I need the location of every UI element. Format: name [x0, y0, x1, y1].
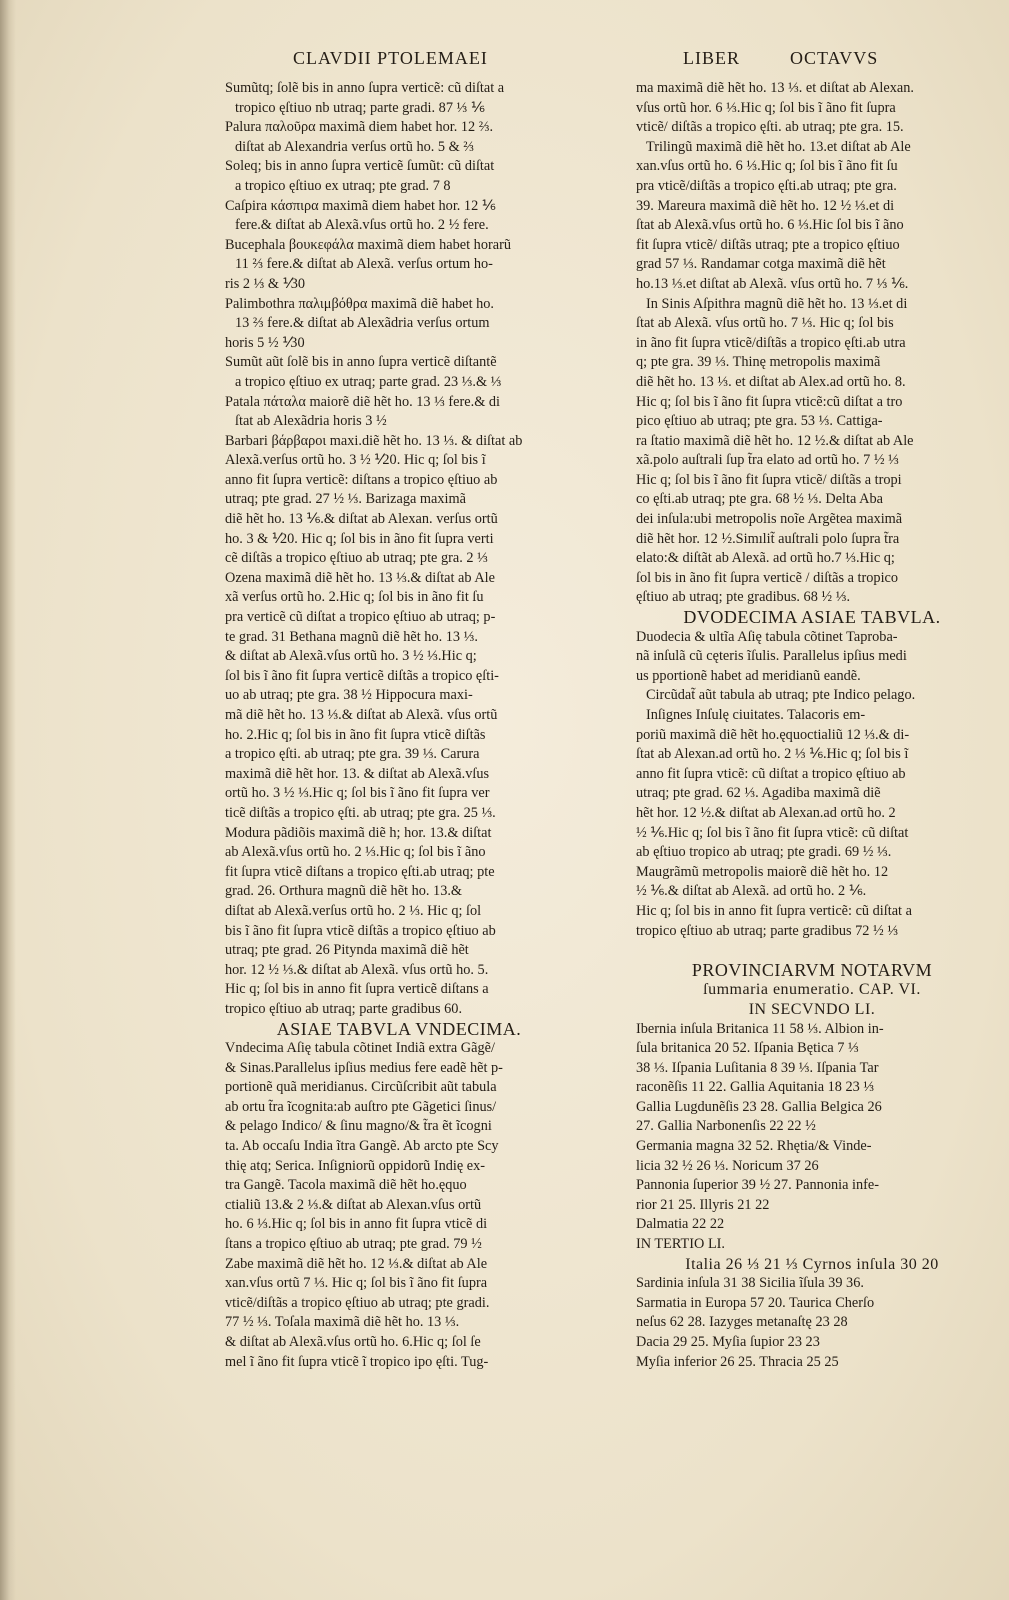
text-line: tropico ęſtiuo ab utraq; parte gradibus 72 ½ ⅓ [636, 922, 899, 939]
text-line: pra vticẽ/diſtãs a tropico ęſti.ab utraq; pte gra. [636, 177, 897, 194]
text-line: diſtat ab Alexã.verſus ortũ ho. 2 ⅓. Hic q; ſol [225, 902, 482, 919]
text-line: bis ĩ ãno fit ſupra vticẽ diſtãs a tropico ęſtiuo ab [225, 922, 496, 939]
text-line: diſtat ab Alexandria verſus ortũ ho. 5 & ⅔ [235, 138, 475, 155]
text-line: mã diẽ hẽt ho. 13 ⅓.& diſtat ab Alexã. vſus ortũ [225, 707, 498, 723]
text-line: Palimbothra παλιμβόθρα maximã diẽ habet ho. [225, 295, 494, 312]
text-line: & Sinas.Parallelus ipſius medius fere eadẽ hẽt p‑ [225, 1059, 503, 1076]
text-line: elato:& diſtãt ab Alexã. ad ortũ ho.7 ⅓.Hic q; [636, 550, 895, 567]
text-line: ſtat ab Alexãdria horis 3 ½ [235, 413, 387, 430]
text-line: Caſpira κάσπιρα maximã diem habet hor. 12 ⅙ [225, 197, 496, 214]
text-line: ab Alexã.vſus ortũ ho. 2 ⅓.Hic q; ſol bis ĩ ãno [225, 844, 486, 861]
text-line: Alexã.verſus ortũ ho. 3 ½ ⅟20. Hic q; ſol bis ĩ [225, 452, 486, 469]
text-line: Inſignes Inſulę ciuitates. Talacoris em‑ [646, 707, 866, 723]
text-line: tropico ęſtiuo ab utraq; parte gradibus 60. [225, 1000, 463, 1017]
page-spine-shadow [0, 0, 16, 1600]
text-line: uo ab utraq; pte gra. 38 ½ Hippocura maxi‑ [225, 687, 473, 704]
text-line: Gallia Lugdunẽſis 23 28. Gallia Belgica 26 [636, 1098, 882, 1115]
text-line: ma maximã diẽ hẽt ho. 13 ⅓. et diſtat ab Alexan. [636, 80, 914, 96]
running-head-octavus: OCTAVVS [790, 48, 879, 68]
text-line: pico ęſtiuo ab utraq; pte gra. 53 ⅓. Cattiga‑ [636, 413, 883, 430]
text-line: Myſia inferior 26 25. Thracia 25 25 [636, 1353, 839, 1370]
text-line: xan.vſus ortũ 7 ⅓. Hic q; ſol bis ĩ ãno fit ſupra [225, 1275, 488, 1292]
text-line: raconẽſis 11 22. Gallia Aquitania 18 23 ⅓ [636, 1079, 875, 1096]
text-line: ſtans a tropico ęſtiuo ab utraq; pte grad. 79 ½ [225, 1236, 482, 1253]
section-heading: ſummaria enumeratio. CAP. VI. [703, 981, 921, 999]
text-line: & diſtat ab Alexã.vſus ortũ ho. 3 ½ ⅓.Hic q; [225, 648, 477, 665]
text-line: ris 2 ⅓ & ⅟30 [225, 275, 306, 292]
text-line: Sarmatia in Europa 57 20. Taurica Cherſo [636, 1294, 875, 1311]
text-line: licia 32 ½ 26 ⅓. Noricum 37 26 [636, 1157, 819, 1174]
text-line: ab ęſtiuo tropico ab utraq; pte gradi. 69 ½ ⅓. [636, 844, 892, 861]
text-line: ortũ ho. 3 ½ ⅓.Hic q; ſol bis ĩ ãno fit ſupra ver [225, 785, 490, 802]
text-line: 11 ⅔ fere.& diſtat ab Alexã. verſus ortum ho‑ [235, 256, 493, 273]
text-line: q; pte gra. 39 ⅓. Thinę metropolis maximã [636, 354, 881, 371]
text-line: Zabe maximã diẽ hẽt ho. 12 ⅓.& diſtat ab Ale [225, 1255, 488, 1272]
text-line: Vndecima Aſię tabula cõtinet Indiã extra Gãgẽ/ [225, 1040, 495, 1057]
text-line: neſus 62 28. Iazyges metanaſtę 23 28 [636, 1314, 848, 1331]
text-line: Patala πάταλα maiorẽ diẽ hẽt ho. 13 ⅓ fere.& di [225, 393, 501, 410]
text-line: rior 21 25. Illyris 21 22 [636, 1196, 770, 1213]
text-line: fit ſupra vticẽ diſtans a tropico ęſti.ab utraq; pte [225, 863, 495, 880]
text-line: Sardinia inſula 31 38 Sicilia ĩſula 39 36. [636, 1275, 864, 1292]
text-line: IN TERTIO LI. [636, 1236, 726, 1253]
text-line: xã.polo auſtrali ſup t̃ra elato ad ortũ ho. 7 ½ ⅓ [636, 452, 899, 469]
text-line: fit ſupra vticẽ/ diſtãs utraq; pte a tropico ęſtiuo [636, 236, 900, 253]
text-line: In Sinis Aſpithra magnũ diẽ hẽt ho. 13 ⅓.et di [646, 295, 908, 312]
text-line: ½ ⅙.& diſtat ab Alexã. ad ortũ ho. 2 ⅙. [636, 883, 867, 900]
text-line: diẽ hẽt ho. 13 ⅙.& diſtat ab Alexan. verſus ortũ [225, 511, 498, 528]
text-line: vticẽ/diſtãs a tropico ęſtiuo ab utraq; pte gradi. [225, 1294, 490, 1311]
text-line: ctialiũ 13.& 2 ⅓.& diſtat ab Alexan.vſus ortũ [225, 1196, 482, 1213]
text-line: ſtat ab Alexã. vſus ortũ ho. 7 ⅓. Hic q; ſol bis [636, 315, 894, 332]
text-line: Germania magna 32 52. Rhętia/& Vinde‑ [636, 1138, 872, 1155]
text-line: Barbari βάρβαροι maxi.diẽ hẽt ho. 13 ⅓. & diſtat ab [225, 432, 523, 449]
text-line: Trilingũ maximã diẽ hẽt ho. 13.et diſtat ab Ale [646, 138, 911, 155]
section-heading: PROVINCIARVM NOTARVM [691, 959, 933, 980]
text-line: ho. 3 & ⅟20. Hic q; ſol bis in ãno fit ſupra verti [225, 530, 494, 547]
section-heading: DVODECIMA ASIAE TABVLA. [683, 607, 941, 628]
text-line: xan.vſus ortũ ho. 6 ⅓.Hic q; ſol bis ĩ ãno fit ſu [636, 158, 898, 175]
text-line: vticẽ/ diſtãs a tropico ęſti. ab utraq; pte gra. 15. [636, 119, 904, 136]
text-line: Circũdat̃ aũt tabula ab utraq; pte Indico pelago. [646, 687, 916, 704]
text-line: te grad. 31 Bethana magnũ diẽ hẽt ho. 13 ⅓. [225, 628, 478, 645]
text-line: Hic q; ſol bis in anno fit ſupra verticẽ: cũ diſtat a [636, 902, 912, 919]
text-line: dei inſula:ubi metropolis noĩe Argẽtea maximã [636, 511, 903, 528]
text-line: & pelago Indico/ & ſinu magno/& t̃ra ẽt ĩcogni [225, 1118, 492, 1135]
text-line: ra ſtatio maximã diẽ hẽt ho. 12 ½.& diſtat ab Ale [636, 432, 914, 449]
text-line: vſus ortũ hor. 6 ⅓.Hic q; ſol bis ĩ ãno fit ſupra [636, 99, 896, 116]
text-line: 13 ⅔ fere.& diſtat ab Alexãdria verſus ortum [235, 315, 490, 332]
text-line: anno fit ſupra verticẽ: diſtans a tropico ęſtiuo ab [225, 471, 498, 488]
text-line: a tropico ęſtiuo ex utraq; parte grad. 23 ⅓.& ⅓ [235, 373, 502, 390]
text-line: Sumũtq; ſolẽ bis in anno ſupra verticẽ: cũ diſtat a [225, 80, 505, 96]
text-line: us pportionẽ habet ad meridianũ eandẽ. [636, 667, 861, 684]
text-line: Pannonia ſuperior 39 ½ 27. Pannonia infe‑ [636, 1177, 879, 1194]
text-line: & diſtat ab Alexã.vſus ortũ ho. 6.Hic q; ſol ſe [225, 1334, 481, 1350]
text-line: ho. 6 ⅓.Hic q; ſol bis in anno fit ſupra vticẽ di [225, 1216, 488, 1233]
text-line: Hic q; ſol bis in anno fit ſupra verticẽ diſtans a [225, 981, 489, 998]
text-line: poriũ maximã diẽ hẽt ho.ęquoctialiũ 12 ⅓.& di‑ [636, 726, 910, 743]
text-line: Duodecia & ultĩa Aſię tabula cõtinet Taproba‑ [636, 628, 898, 645]
text-line: a tropico ęſti. ab utraq; pte gra. 39 ⅓. Carura [225, 746, 480, 763]
text-line: Sumũt aũt ſolẽ bis in anno ſupra verticẽ diſtantẽ [225, 354, 497, 371]
text-line: Ozena maximã diẽ hẽt ho. 13 ⅓.& diſtat ab Ale [225, 569, 495, 586]
text-line: 39. Mareura maximã diẽ hẽt ho. 12 ½ ⅓.et di [636, 197, 895, 214]
text-line: utraq; pte grad. 62 ⅓. Agadiba maximã diẽ [636, 785, 881, 802]
text-line: hẽt hor. 12 ½.& diſtat ab Alexan.ad ortũ ho. 2 [636, 804, 896, 821]
text-line: pra verticẽ cũ diſtat a tropico ęſtiuo ab utraq; p‑ [225, 609, 496, 626]
text-line: Bucephala βουκεφάλα maximã diem habet horarũ [225, 236, 511, 253]
text-line: ſtat ab Alexã.vſus ortũ ho. 6 ⅓.Hic ſol bis ĩ ãno [636, 217, 904, 234]
text-line: ho. 2.Hic q; ſol bis in ãno fit ſupra vticẽ diſtãs [225, 726, 486, 743]
blank-line [636, 941, 988, 961]
text-line: Hic q; ſol bis ĩ ãno fit ſupra vticẽ:cũ diſtat a tro [636, 393, 903, 410]
text-line: utraq; pte grad. 26 Pitynda maximã diẽ hẽt [225, 942, 469, 959]
text-line: thię atq; Serica. Inſigniorũ oppidorũ Indię ex‑ [225, 1157, 486, 1174]
text-line: ęſtiuo ab utraq; pte gradibus. 68 ½ ⅓. [636, 589, 851, 606]
text-line: utraq; pte grad. 27 ½ ⅓. Barizaga maximã [225, 491, 466, 508]
text-line: a tropico ęſtiuo ex utraq; pte grad. 7 8 [235, 177, 451, 194]
text-line: ta. Ab occaſu India ĩtra Gangẽ. Ab arcto pte Scy [225, 1138, 499, 1155]
section-heading: IN SECVNDO LI. [748, 1000, 876, 1018]
text-line: ſtat ab Alexan.ad ortũ ho. 2 ⅓ ⅙.Hic q; ſol bis ĩ [636, 746, 909, 763]
text-line: Dalmatia 22 22 [636, 1216, 725, 1233]
text-line: tropico ęſtiuo nb utraq; parte gradi. 87 ⅓ ⅙ [235, 99, 485, 116]
text-line: ſol bis ĩ ãno fit ſupra verticẽ diſtãs a tropico ęſti‑ [225, 667, 499, 684]
text-line: diẽ hẽt hor. 12 ½.Simılit̃ auſtrali polo ſupra t̃ra [636, 530, 900, 547]
text-line: anno fit ſupra vticẽ: cũ diſtat a tropico ęſtiuo ab [636, 765, 906, 782]
text-line: grad 57 ⅓. Randamar cotga maximã diẽ hẽt [636, 256, 886, 273]
text-line: ho.13 ⅓.et diſtat ab Alexã. vſus ortũ ho. 7 ⅓ ⅙. [636, 275, 909, 292]
text-line: Palura παλοῦρα maximã diem habet hor. 12 ⅔. [225, 119, 494, 136]
text-line: Ibernia inſula Britanica 11 58 ⅓. Albion in‑ [636, 1020, 884, 1037]
text-line: mel ĩ ãno fit ſupra vticẽ ĩ tropico ipo ęſti. Tug‑ [225, 1353, 489, 1370]
text-line: Soleq; bis in anno ſupra verticẽ ſumũt: cũ diſtat [225, 158, 495, 175]
text-line: Maugrãmũ metropolis maiorẽ diẽ hẽt ho. 12 [636, 863, 889, 880]
text-line: horis 5 ½ ⅟30 [225, 334, 305, 351]
text-line: Modura pãdiõis maximã diẽ h; hor. 13.& diſtat [225, 824, 492, 841]
text-line: cẽ diſtãs a tropico ęſtiuo ab utraq; pte gra. 2 ⅓ [225, 550, 488, 567]
running-head-left: CLAVDII PTOLEMAEI [293, 48, 488, 68]
section-heading: Italia 26 ⅓ 21 ⅓ Cyrnos inſula 30 20 [685, 1255, 939, 1273]
text-line: tra Gangẽ. Tacola maximã diẽ hẽt ho.ęquo [225, 1177, 467, 1194]
running-head-liber: LIBER [683, 48, 740, 68]
text-line: nã inſulã cũ cęteris ĩſulis. Parallelus ipſius medi [636, 648, 907, 665]
text-line: Dacia 29 25. Myſia ſupior 23 23 [636, 1334, 820, 1350]
text-line: Hic q; ſol bis ĩ ãno fit ſupra vticẽ/ diſtãs a tropi [636, 471, 902, 488]
text-line: ½ ⅙.Hic q; ſol bis ĩ ãno fit ſupra vticẽ: cũ diſtat [636, 824, 909, 841]
text-line: ab ortu t̃ra ĩcognita:ab auſtro pte Gãgetici ſinus/ [225, 1098, 497, 1115]
text-line: xã verſus ortũ ho. 2.Hic q; ſol bis in ãno fit ſu [225, 589, 484, 606]
text-line: fere.& diſtat ab Alexã.vſus ortũ ho. 2 ½ fere. [235, 217, 489, 234]
text-line: 77 ½ ⅓. Toſala maximã diẽ hẽt ho. 13 ⅓. [225, 1314, 460, 1331]
text-line: ticẽ diſtãs a tropico ęſti. ab utraq; pte gra. 25 ⅓. [225, 804, 496, 821]
text-column-right [636, 79, 988, 1372]
text-line: co ęſti.ab utraq; pte gra. 68 ½ ⅓. Delta Aba [636, 491, 883, 508]
text-line: ſula britanica 20 52. Iſpania Bętica 7 ⅓ [636, 1040, 859, 1057]
text-line: hor. 12 ½ ⅓.& diſtat ab Alexã. vſus ortũ ho. 5. [225, 961, 489, 978]
text-line: ſol bis in ãno fit ſupra verticẽ / diſtãs a tropico [636, 569, 899, 586]
section-heading: ASIAE TABVLA VNDECIMA. [276, 1018, 522, 1039]
text-line: grad. 26. Orthura magnũ diẽ hẽt ho. 13.& [225, 883, 463, 900]
text-line: 38 ⅓. Iſpania Luſitania 8 39 ⅓. Iſpania Tar [636, 1059, 879, 1076]
text-column-left [225, 79, 573, 1372]
text-line: portionẽ quã meridianus. Circũſcribit aũt tabula [225, 1079, 497, 1096]
text-line: 27. Gallia Narbonenſis 22 22 ½ [636, 1118, 816, 1135]
text-line: maximã diẽ hẽt hor. 13. & diſtat ab Alexã.vſus [225, 765, 490, 782]
text-line: diẽ hẽt ho. 13 ⅓. et diſtat ab Alex.ad ortũ ho. 8. [636, 373, 906, 390]
text-line: in ãno fit ſupra vticẽ/diſtãs a tropico ęſti.ab utra [636, 334, 906, 351]
